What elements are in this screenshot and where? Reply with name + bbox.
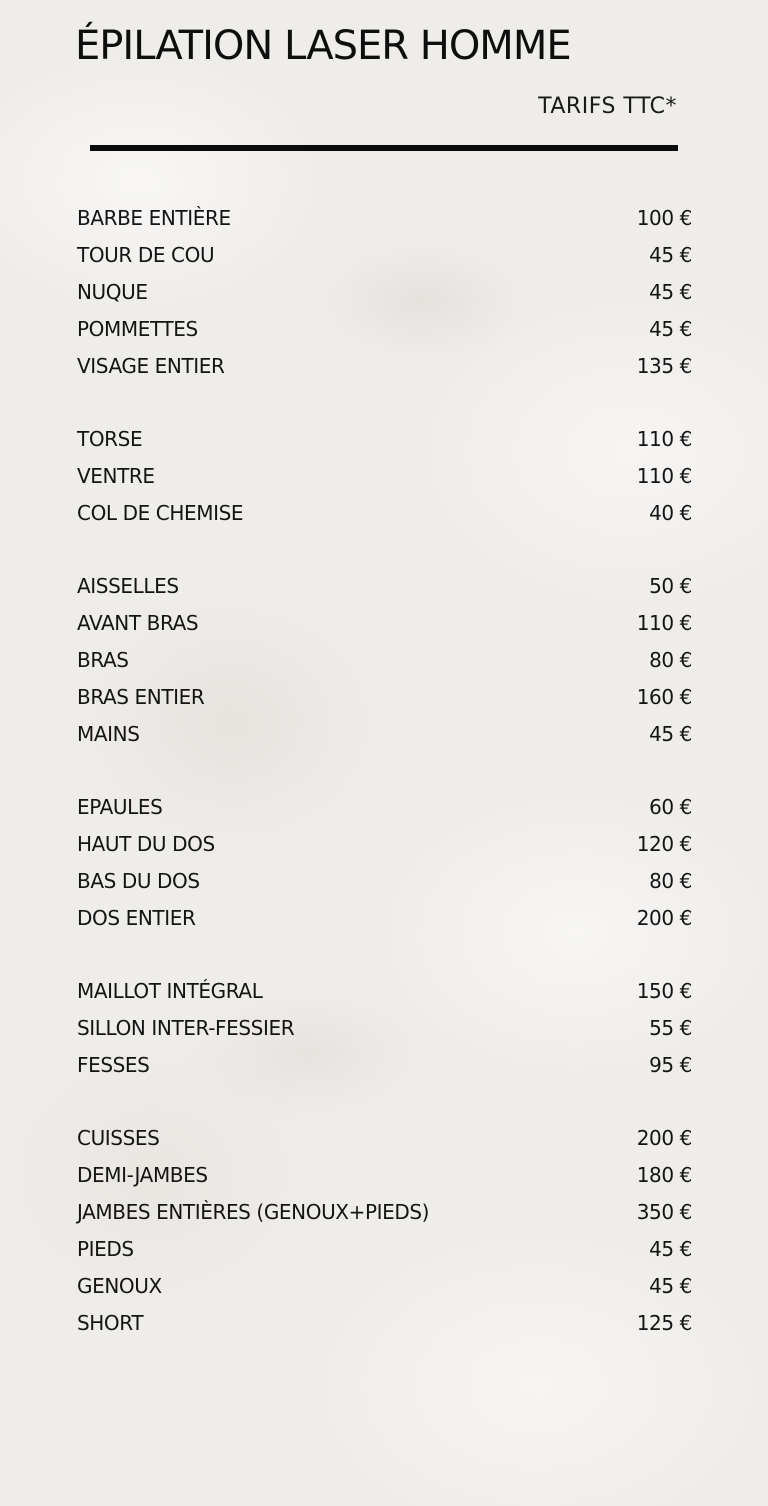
price-row: [77, 457, 692, 494]
item-name: BRAS: [77, 647, 129, 672]
item-price: 135 €: [636, 353, 692, 378]
item-name: JAMBES ENTIÈRES (GENOUX+PIEDS): [77, 1199, 430, 1224]
item-name: AVANT BRAS: [77, 610, 199, 635]
item-name: MAINS: [77, 721, 140, 746]
price-row: [77, 236, 692, 273]
price-group-legs: [77, 1119, 692, 1341]
item-price: 45 €: [649, 279, 692, 304]
item-name: FESSES: [77, 1052, 150, 1077]
price-row: [77, 273, 692, 310]
price-row: [77, 1267, 692, 1304]
item-price: 110 €: [636, 463, 692, 488]
item-price: 180 €: [636, 1162, 692, 1187]
item-price: 125 €: [636, 1310, 692, 1335]
price-row: [77, 1046, 692, 1083]
price-row: [77, 1156, 692, 1193]
item-price: 200 €: [636, 1125, 692, 1150]
title-divider: [90, 145, 678, 151]
page-title: ÉPILATION LASER HOMME: [75, 23, 571, 69]
item-price: 50 €: [649, 573, 692, 598]
item-name: BRAS ENTIER: [77, 684, 205, 709]
price-row: [77, 641, 692, 678]
item-name: VISAGE ENTIER: [77, 353, 225, 378]
item-price: 45 €: [649, 721, 692, 746]
price-row: [77, 1230, 692, 1267]
price-group-back: [77, 788, 692, 936]
price-row: [77, 310, 692, 347]
item-price: 95 €: [649, 1052, 692, 1077]
price-group-torso: [77, 420, 692, 531]
item-price: 45 €: [649, 242, 692, 267]
item-name: MAILLOT INTÉGRAL: [77, 978, 263, 1003]
price-row: [77, 604, 692, 641]
item-price: 120 €: [636, 831, 692, 856]
item-name: NUQUE: [77, 279, 148, 304]
item-price: 110 €: [636, 610, 692, 635]
item-name: DEMI-JAMBES: [77, 1162, 208, 1187]
price-row: [77, 788, 692, 825]
item-price: 55 €: [649, 1015, 692, 1040]
item-price: 350 €: [636, 1199, 692, 1224]
item-name: EPAULES: [77, 794, 163, 819]
price-group-intimate: [77, 972, 692, 1083]
item-name: SHORT: [77, 1310, 144, 1335]
price-group-face: [77, 199, 692, 384]
item-price: 200 €: [636, 905, 692, 930]
price-row: [77, 972, 692, 1009]
item-price: 45 €: [649, 316, 692, 341]
price-row: [77, 678, 692, 715]
price-row: [77, 1009, 692, 1046]
price-row: [77, 715, 692, 752]
item-price: 80 €: [649, 647, 692, 672]
price-list: [77, 199, 692, 1377]
price-row: [77, 862, 692, 899]
item-name: DOS ENTIER: [77, 905, 196, 930]
price-row: [77, 494, 692, 531]
item-price: 40 €: [649, 500, 692, 525]
price-row: [77, 1119, 692, 1156]
item-name: GENOUX: [77, 1273, 162, 1298]
price-row: [77, 899, 692, 936]
item-price: 80 €: [649, 868, 692, 893]
item-name: AISSELLES: [77, 573, 179, 598]
item-name: TOUR DE COU: [77, 242, 215, 267]
item-name: PIEDS: [77, 1236, 134, 1261]
price-row: [77, 567, 692, 604]
item-name: TORSE: [77, 426, 143, 451]
item-price: 150 €: [636, 978, 692, 1003]
item-name: CUISSES: [77, 1125, 160, 1150]
price-group-arms: [77, 567, 692, 752]
item-price: 100 €: [636, 205, 692, 230]
price-row: [77, 347, 692, 384]
item-price: 160 €: [636, 684, 692, 709]
item-name: COL DE CHEMISE: [77, 500, 244, 525]
item-name: SILLON INTER-FESSIER: [77, 1015, 295, 1040]
price-row: [77, 825, 692, 862]
price-row: [77, 199, 692, 236]
item-name: POMMETTES: [77, 316, 198, 341]
item-price: 45 €: [649, 1273, 692, 1298]
price-row: [77, 420, 692, 457]
item-price: 110 €: [636, 426, 692, 451]
item-name: BARBE ENTIÈRE: [77, 205, 231, 230]
item-price: 60 €: [649, 794, 692, 819]
price-subtitle: TARIFS TTC*: [538, 94, 677, 119]
item-name: VENTRE: [77, 463, 155, 488]
price-row: [77, 1304, 692, 1341]
item-name: BAS DU DOS: [77, 868, 200, 893]
item-price: 45 €: [649, 1236, 692, 1261]
item-name: HAUT DU DOS: [77, 831, 215, 856]
price-row: [77, 1193, 692, 1230]
